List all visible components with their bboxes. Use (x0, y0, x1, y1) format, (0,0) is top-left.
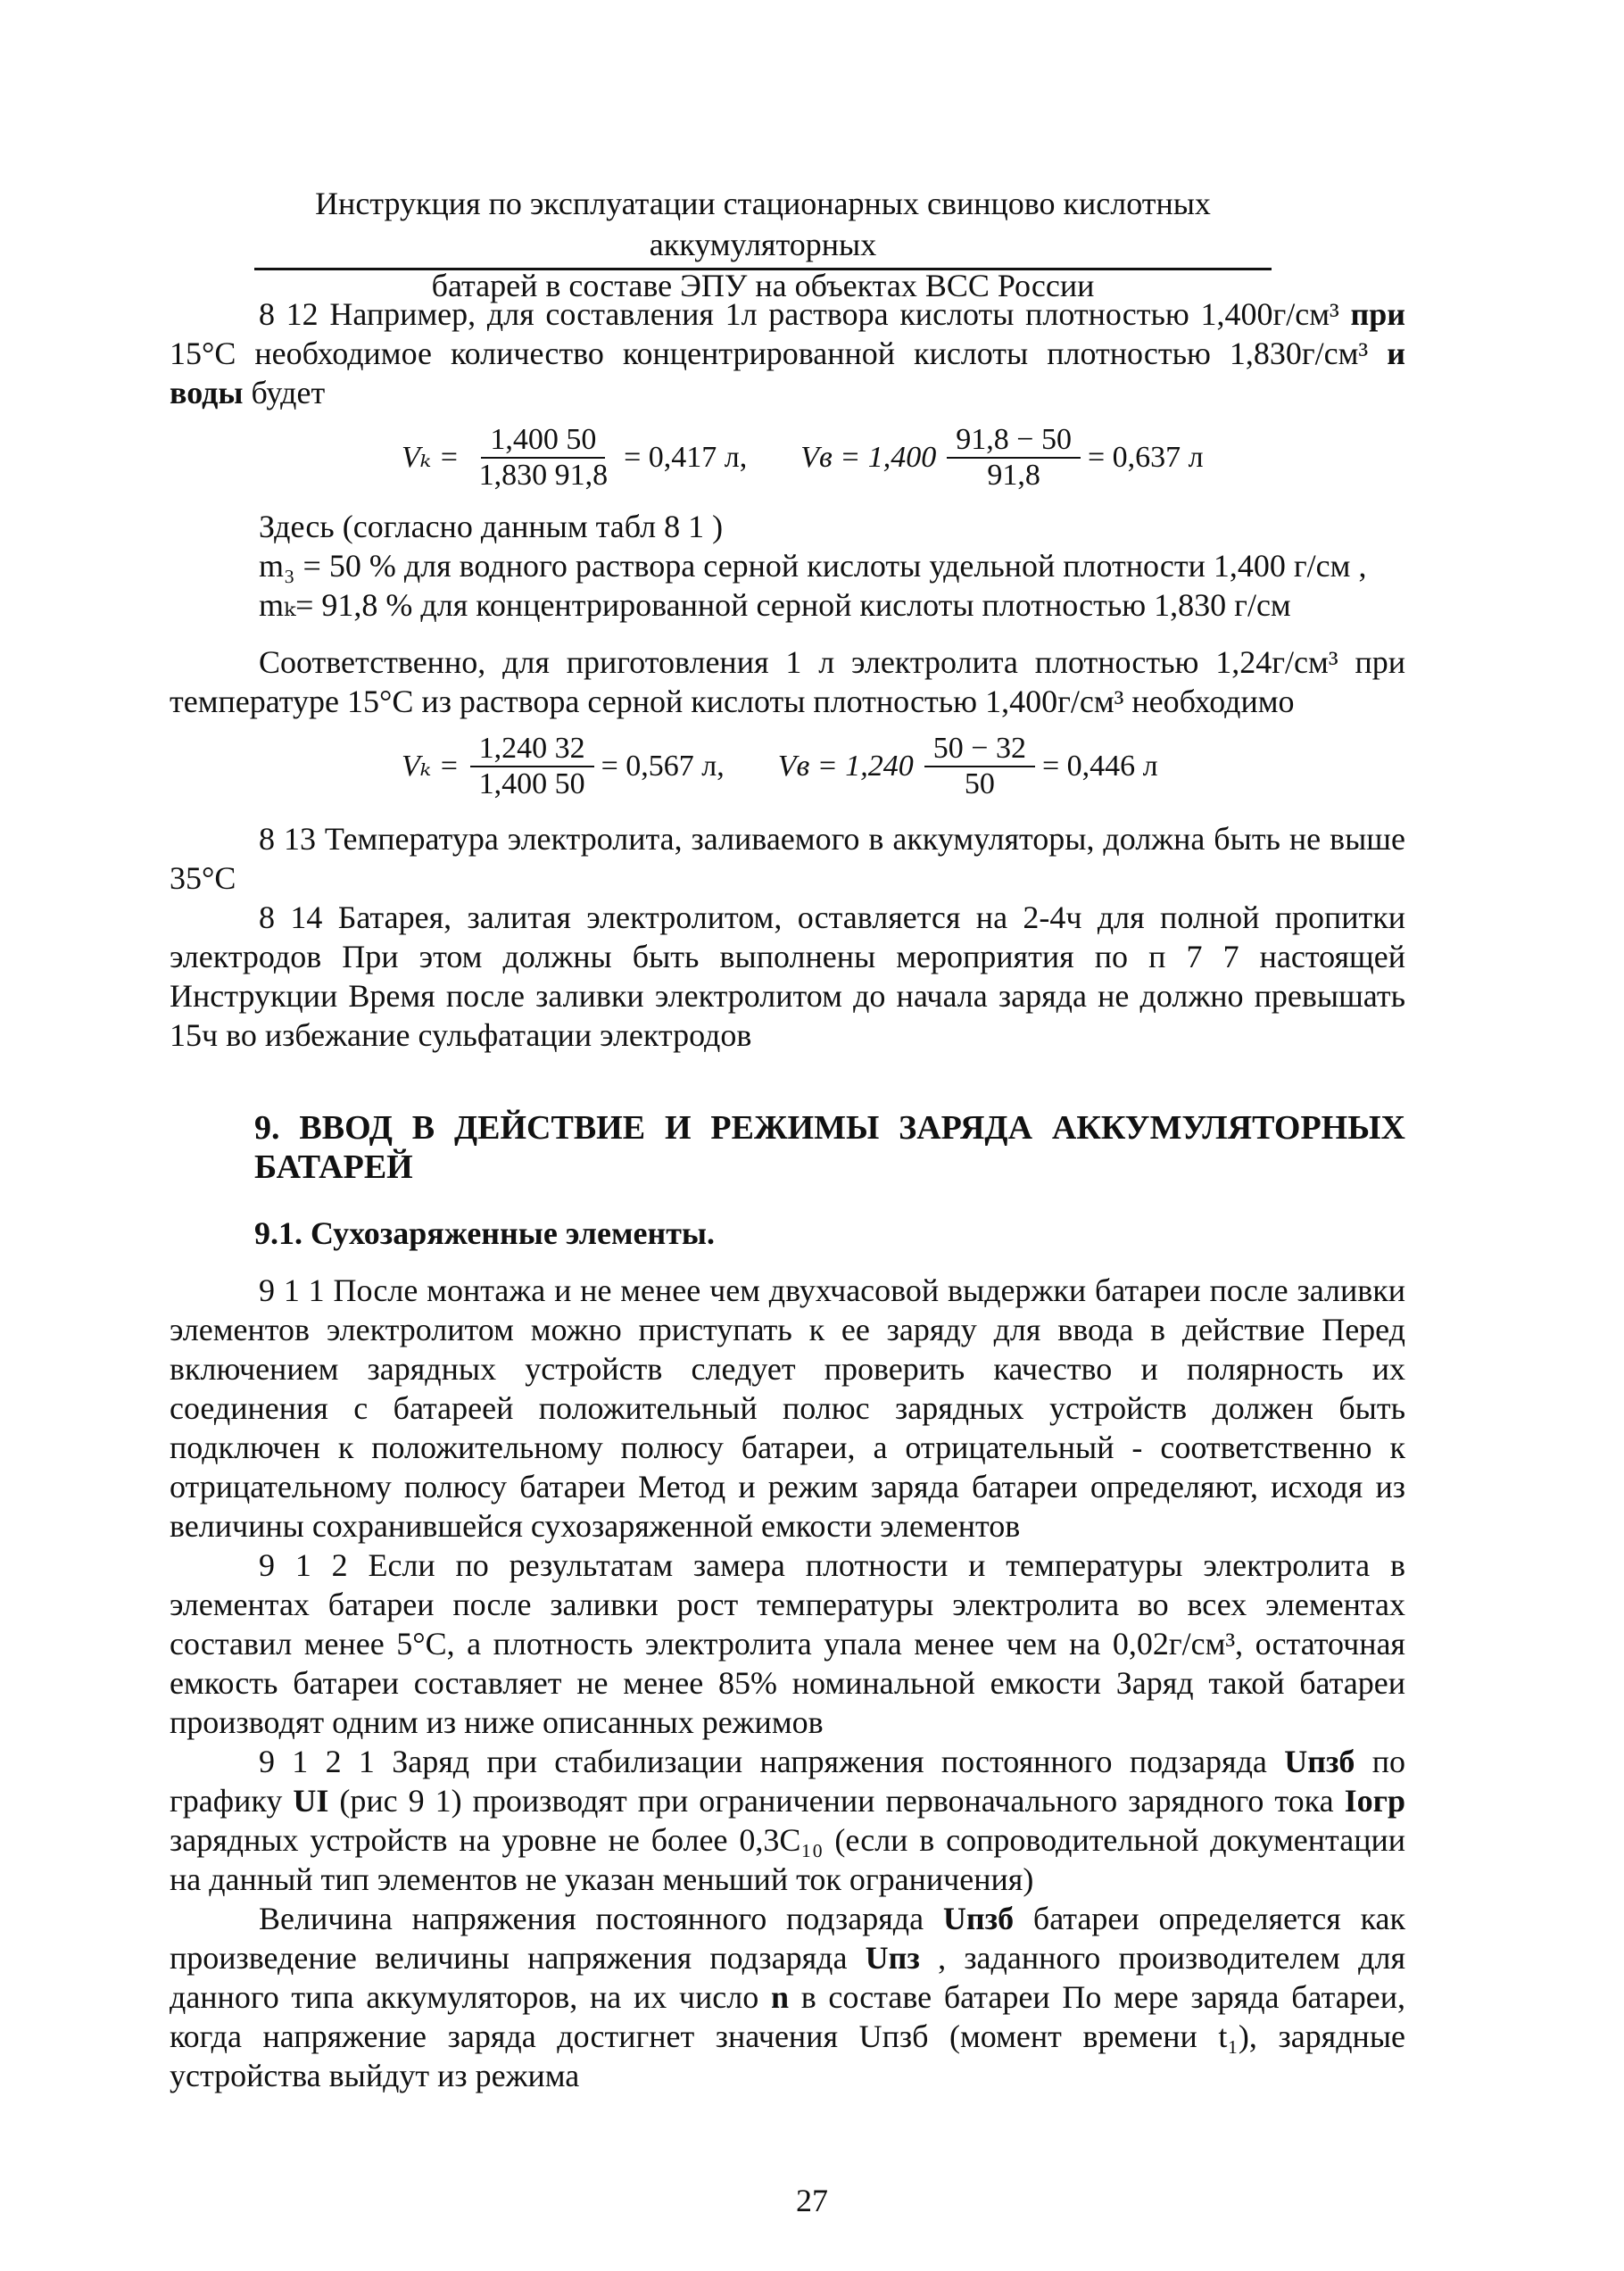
fraction-numerator: 91,8 − 50 (947, 423, 1081, 459)
paragraph-text: будет (243, 375, 326, 410)
fraction-denominator: 91,8 (987, 459, 1040, 492)
paragraph-8-14: 8 14 Батарея, залитая электролитом, оставляется на 2-4ч для полной пропитки электродов При этом должны быть выполнены мероприятия по п 7 7 настоящей Инструкции Время после заливки электролитом до начала заряда не должно превышать 15ч во избежание сульфатации электродов (170, 899, 1405, 1053)
formula-result: = 0,567 л, (601, 750, 725, 783)
bold-text: Uпзб (942, 1901, 1015, 1936)
document-body (170, 294, 1405, 2095)
paragraph-9-1-2: 9 1 2 Если по результатам замера плотности и температуры электролита в элементах батареи после заливки рост температуры электролита во всех элементах составил менее 5°С, а плотность электролита упала менее чем на 0,02г/см³, остаточная емкость батареи составляет не менее 85% номинальной емкости Заряд такой батареи производят одним из ниже описанных режимов (170, 1547, 1405, 1740)
fraction-numerator: 1,400 50 (481, 423, 605, 459)
paragraph-text: зарядных устройств на уровне не более 0,3C₁₀ (если в сопроводительной документации на данный тип элементов не указан меньший ток ограничения) (170, 1822, 1405, 1897)
paragraph-text: Величина напряжения постоянного подзаряда (259, 1901, 943, 1936)
bold-text: n (770, 1979, 789, 2015)
fraction (470, 423, 617, 493)
fraction (947, 423, 1081, 493)
header-divider (254, 268, 1272, 270)
page-header (259, 183, 1267, 306)
paragraph-correspondingly: Соответственно, для приготовления 1 л электролита плотностью 1,24г/см³ при температуре 15°С из раствора серной кислоты плотностью 1,400г/см³ необходимо (170, 644, 1405, 719)
formula-2 (402, 732, 1405, 801)
formula-var-vv: Vв = 1,400 (800, 441, 937, 474)
paragraph-text: 15°С необходимое количество концентрированной кислоты плотностью 1,830г/см³ (170, 336, 1388, 371)
m-water-line: m₃ = 50 % для водного раствора серной кислоты удельной плотности 1,400 г/см , (259, 548, 1367, 584)
fraction-denominator: 50 (964, 767, 995, 800)
paragraph-text: батареи определяется как произведение величины напряжения подзаряда (170, 1901, 1405, 1976)
header-line-1: Инструкция по эксплуатации стационарных свинцово кислотных аккумуляторных (315, 186, 1211, 262)
bold-text: Iогр (1344, 1783, 1405, 1819)
fraction (924, 732, 1035, 801)
paragraph-text: 9 1 2 1 Заряд при стабилизации напряжения постоянного подзаряда (259, 1744, 1285, 1779)
paragraph-text: в составе батареи По мере заряда батареи, когда напряжение заряда достигнет значения Uпзб (момент времени t₁), зарядные устройства выйдут из режима (170, 1979, 1405, 2093)
bold-text: и воды (170, 336, 1405, 410)
formula-var-vv: Vв = 1,240 (777, 750, 914, 783)
paragraph-value (170, 1899, 1405, 2095)
paragraph-text: (рис 9 1) производят при ограничении первоначального зарядного тока (328, 1783, 1345, 1819)
formula-result: = 0,446 л (1041, 750, 1158, 783)
fraction-denominator: 1,830 91,8 (478, 459, 609, 492)
bold-text: Uпз (865, 1940, 920, 1976)
bold-text: UI (293, 1783, 329, 1819)
fraction (470, 732, 594, 801)
formula-var-vk: Vₖ = (402, 441, 460, 474)
formula-result: = 0,637 л (1087, 441, 1204, 474)
header-line-2: батарей в составе ЭПУ на объектах ВСС России (431, 268, 1095, 303)
paragraph-9-1-2-1 (170, 1742, 1405, 1899)
m-conc-line: mₖ= 91,8 % для концентрированной серной кислоты плотностью 1,830 г/см (259, 587, 1291, 623)
paragraph-8-13: 8 13 Температура электролита, заливаемого в аккумуляторы, должна быть не выше 35°С (170, 821, 1405, 896)
here-line: Здесь (согласно данным табл 8 1 ) (259, 509, 724, 544)
paragraph-text: , заданного производителем для данного типа аккумуляторов, на их число (170, 1940, 1406, 2015)
paragraph-9-1-1: 9 1 1 После монтажа и не менее чем двухчасовой выдержки батареи после заливки элементов электролитом можно приступать к ее заряду для ввода в действие Перед включением зарядных устройств следует проверить качество и полярность их соединения с батареей положительный полюс зарядных устройств должен быть подключен к положительному полюсу батареи, а отрицательный - соответственно к отрицательному полюсу батареи Метод и режим заряда батареи определяют, исходя из величины сохранившейся сухозаряженной емкости элементов (170, 1272, 1405, 1544)
bold-text: Uпзб (1284, 1744, 1355, 1779)
paragraph-8-12 (170, 294, 1405, 412)
page-number: 27 (796, 2183, 828, 2218)
fraction-numerator: 1,240 32 (470, 732, 594, 767)
paragraph-text: 8 12 Например, для составления 1л раствора кислоты плотностью 1,400г/см³ (259, 296, 1351, 332)
bold-text: при (1350, 296, 1405, 332)
formula-result: = 0,417 л, (624, 441, 748, 474)
subsection-title: 9.1. Сухозаряженные элементы. (254, 1215, 715, 1251)
formula-var-vk: Vₖ = (402, 750, 460, 783)
formula-1 (402, 423, 1405, 493)
section-title: 9. ВВОД В ДЕЙСТВИЕ И РЕЖИМЫ ЗАРЯДА АККУМУЛЯТОРНЫХ БАТАРЕЙ (254, 1109, 1405, 1186)
fraction-numerator: 50 − 32 (924, 732, 1035, 767)
paragraph-text: по графику (170, 1744, 1405, 1819)
fraction-denominator: 1,400 50 (478, 767, 585, 800)
